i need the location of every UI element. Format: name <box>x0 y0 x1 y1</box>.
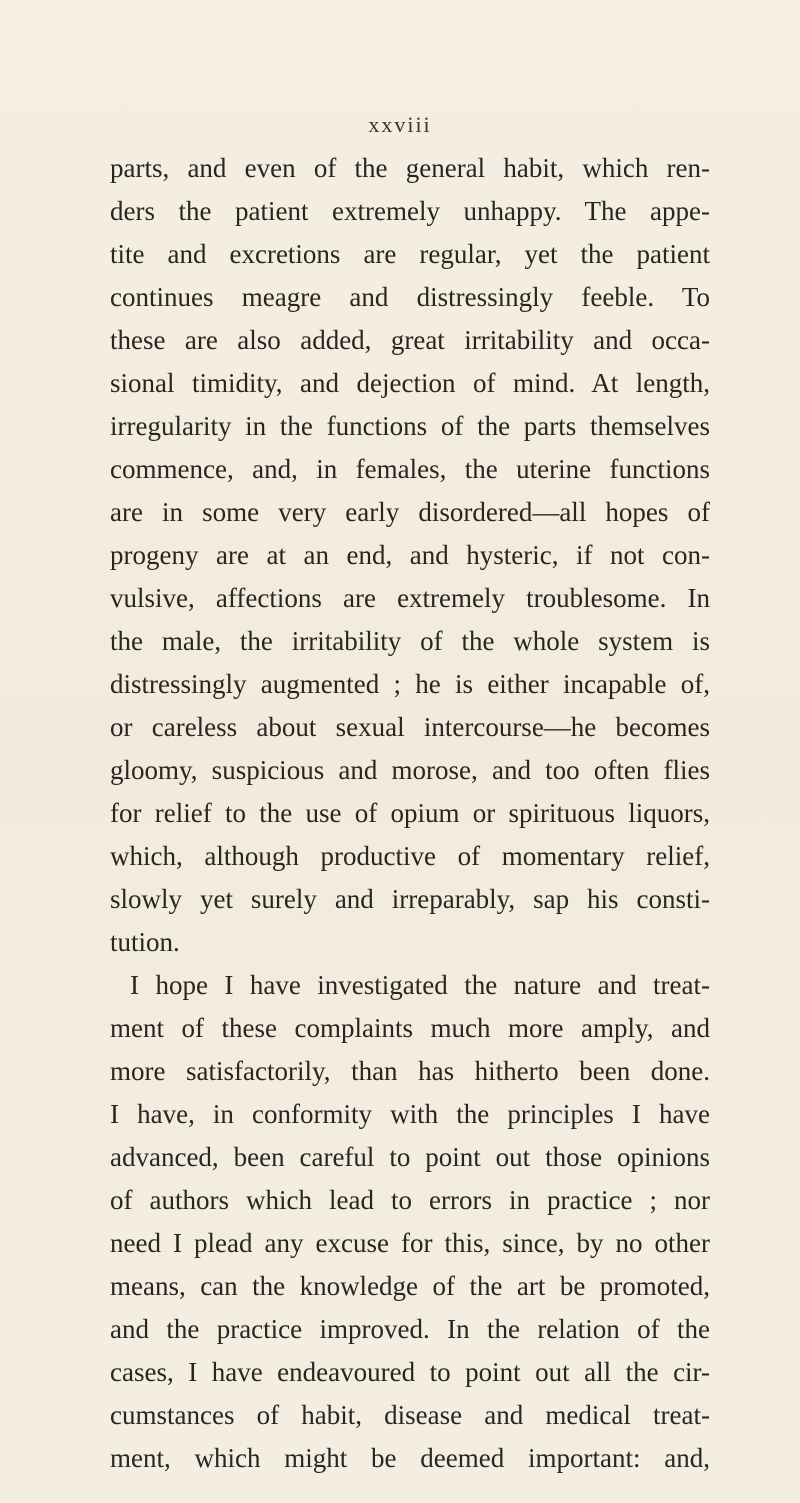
text-line: or careless about sexual intercourse—he becomes <box>110 712 710 742</box>
text-line: progeny are at an end, and hysteric, if not con- <box>110 540 710 570</box>
text-line: ders the patient extremely unhappy. The appe- <box>110 196 710 226</box>
text-line: more satisfactorily, than has hitherto been done. <box>110 1056 710 1086</box>
text-line: for relief to the use of opium or spirituous liquors, <box>110 798 710 828</box>
text-line: slowly yet surely and irreparably, sap his consti- <box>110 884 710 914</box>
text-line: ment of these complaints much more amply, and <box>110 1013 710 1043</box>
paragraph-start-line: I hope I have investigated the nature and treat- <box>130 970 710 1000</box>
text-line: vulsive, affections are extremely troublesome. In <box>110 583 710 613</box>
text-line: cumstances of habit, disease and medical treat- <box>110 1400 710 1430</box>
paragraph-end-line: tution. <box>110 927 180 957</box>
text-line: ment, which might be deemed important: and, <box>110 1443 710 1473</box>
text-line: parts, and even of the general habit, which ren- <box>110 153 710 183</box>
text-line: these are also added, great irritability and occa- <box>110 325 710 355</box>
text-line: which, although productive of momentary relief, <box>110 841 710 871</box>
body-text <box>110 147 710 1480</box>
text-line: are in some very early disordered—all hopes of <box>110 497 710 527</box>
text-line: sional timidity, and dejection of mind. At length, <box>110 368 710 398</box>
text-line: of authors which lead to errors in practice ; nor <box>110 1185 710 1215</box>
text-line: advanced, been careful to point out those opinions <box>110 1142 710 1172</box>
text-line: and the practice improved. In the relation of the <box>110 1314 710 1344</box>
text-line: commence, and, in females, the uterine functions <box>110 454 710 484</box>
text-line: gloomy, suspicious and morose, and too often flies <box>110 755 710 785</box>
text-line: cases, I have endeavoured to point out all the cir- <box>110 1357 710 1387</box>
text-line: means, can the knowledge of the art be promoted, <box>110 1271 710 1301</box>
text-line: distressingly augmented ; he is either incapable of, <box>110 669 710 699</box>
text-line: continues meagre and distressingly feeble. To <box>110 282 710 312</box>
text-line: the male, the irritability of the whole system is <box>110 626 710 656</box>
text-line: irregularity in the functions of the parts themselves <box>110 411 710 441</box>
text-line: tite and excretions are regular, yet the patient <box>110 239 710 269</box>
text-line: I have, in conformity with the principles I have <box>110 1099 710 1129</box>
text-line: need I plead any excuse for this, since, by no other <box>110 1228 710 1258</box>
page-number: xxviii <box>368 112 432 137</box>
